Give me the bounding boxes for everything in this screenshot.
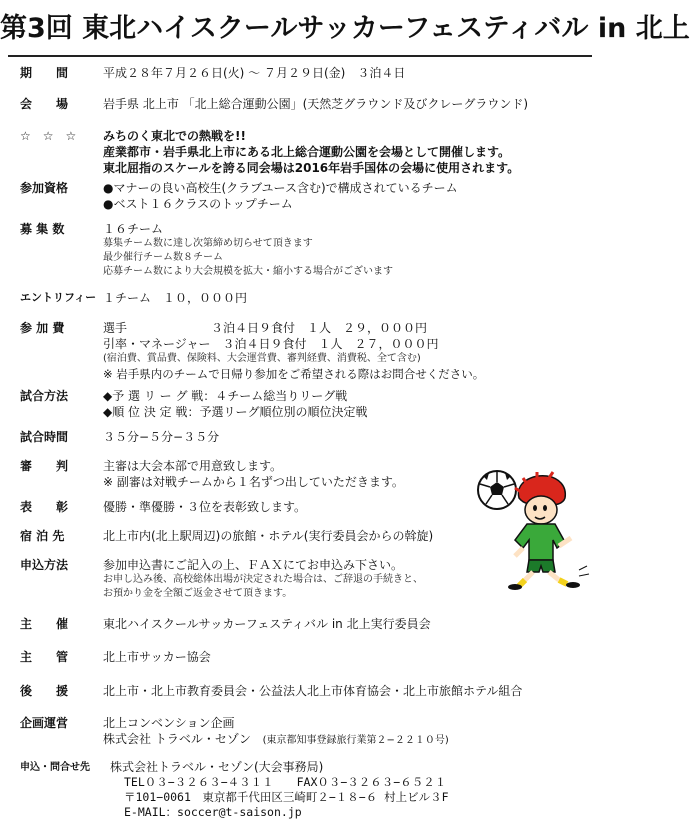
intro-heading: みちのく東北での熱戦を!! [103,129,246,143]
label-support: 後 援 [20,684,69,698]
application-note: お預かり金を全額ご返金させて頂きます。 [103,588,293,599]
label-application: 申込方法 [20,558,69,572]
format-line: ◆予 選 リ ー グ 戦：４チーム総当りリーグ戦 [103,389,348,403]
label-entry-fee: エントリフィー [20,291,97,304]
recruit-count: １６チーム [103,222,164,236]
label-participation-fee: 参 加 費 [20,321,65,335]
eligibility-line: ●マナーの良い高校生(クラブユース含む)で構成されているチーム [103,181,458,195]
label-contact: 申込・問合せ先 [20,762,90,773]
recruit-note: 最少催行チーム数８チーム [103,252,223,263]
planning-line: 北上コンベンション企画 [103,716,235,730]
fee-includes-note: (宿泊費、賞品費、保険料、大会運営費、審判経費、消費税、全て含む) [103,353,421,364]
entry-fee-text: １チーム １０，０００円 [103,291,248,305]
referee-line: 主審は大会本部で用意致します。 [103,459,283,473]
recruit-note: 募集チーム数に達し次第締め切らせて頂きます [103,238,313,249]
soccer-player-illustration [475,468,593,590]
label-awards: 表 彰 [20,500,69,514]
eligibility-line: ●ベスト１６クラスのトップチーム [103,197,293,211]
support-text: 北上市・北上市教育委員会・公益法人北上市体育協会・北上市旅館ホテル組合 [103,684,523,698]
organizer-text: 東北ハイスクールサッカーフェスティバル in 北上実行委員会 [103,617,431,631]
label-format: 試合方法 [20,389,69,403]
planning-registration: (東京都知事登録旅行業第２−２２１０号) [262,735,449,746]
label-planning: 企画運営 [20,716,69,730]
contact-email: E-MAIL：soccer@t-saison.jp [124,805,302,819]
page-title: 第3回 東北ハイスクールサッカーフェスティバル in 北上 [0,13,690,44]
intro-line: 産業都市・岩手県北上市にある北上総合運動公園を会場として開催します。 [103,145,511,159]
application-note: お申し込み後、高校総体出場が決定された場合は、ご辞退の手続きと、 [103,574,423,585]
label-management: 主 管 [20,650,69,664]
format-line: ◆順 位 決 定 戦：予選リーグ順位別の順位決定戦 [103,405,368,419]
application-text: 参加申込書にご記入の上、ＦＡＸにてお申込み下さい。 [103,558,404,572]
venue-text: 岩手県 北上市 「北上総合運動公園」(天然芝グラウンド及びクレーグラウンド) [103,97,528,111]
planning-company [103,731,573,749]
fee-player: 選手 ３泊４日９食付 １人 ２９，０００円 [103,321,428,335]
label-intro-stars: ☆ ☆ ☆ [20,129,77,143]
soccer-ball-icon [478,471,516,509]
label-venue: 会 場 [20,97,69,111]
label-organizer: 主 催 [20,617,69,631]
label-recruit: 募 集 数 [20,222,65,236]
period-text: 平成２８年７月２６日(火) 〜 ７月２９日(金) ３泊４日 [103,66,406,80]
label-match-time: 試合時間 [20,430,69,444]
label-period: 期 間 [20,66,69,80]
recruit-note: 応募チーム数により大会規模を拡大・縮小する場合がございます [103,266,393,277]
label-eligibility: 参加資格 [20,181,69,195]
contact-phone: TEL０３−３２６３−４３１１ FAX０３−３２６３−６５２１ [124,775,447,789]
contact-company: 株式会社トラベル・セゾン(大会事務局) [110,760,324,774]
label-referee: 審 判 [20,459,69,473]
awards-text: 優勝・準優勝・３位を表彰致します。 [103,500,307,514]
label-lodging: 宿 泊 先 [20,529,65,543]
intro-line: 東北屈指のスケールを誇る同会場は2016年岩手国体の会場に使用されます。 [103,161,520,175]
match-time-text: ３５分−５分−３５分 [103,430,220,444]
title-divider [8,55,592,57]
lodging-text: 北上市内(北上駅周辺)の旅館・ホテル(実行委員会からの斡旋) [103,529,434,543]
referee-line: ※ 副審は対戦チームから１名ずつ出していただきます。 [103,475,404,489]
planning-company-name: 株式会社 トラベル・セゾン [103,732,251,746]
contact-address: 〒101−0061 東京都千代田区三崎町２−１８−６ 村上ビル３F [124,790,449,804]
fee-staff: 引率・マネージャー ３泊４日９食付 １人 ２７，０００円 [103,337,439,351]
fee-dayvisit-note: ※ 岩手県内のチームで日帰り参加をご希望される際はお問合せください。 [103,367,485,381]
management-text: 北上市サッカー協会 [103,650,211,664]
